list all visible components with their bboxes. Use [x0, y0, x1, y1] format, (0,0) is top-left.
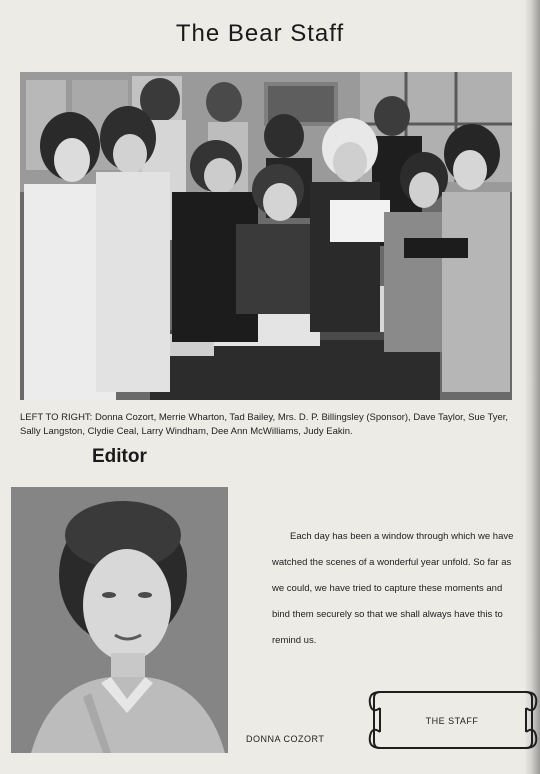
message-line: remind us.	[272, 635, 317, 646]
message-line: we could, we have tried to capture these moments and	[272, 583, 503, 594]
page-binding-shadow	[524, 0, 540, 774]
message-line: Each day has been a window through which we have	[290, 531, 514, 542]
signature-scroll	[366, 686, 538, 754]
editor-heading: Editor	[92, 446, 147, 467]
editor-name: DONNA COZORT	[246, 734, 325, 744]
page-title: The Bear Staff	[175, 20, 345, 47]
staff-message	[272, 524, 530, 654]
editor-portrait-photo	[11, 487, 228, 753]
staff-group-photo	[20, 72, 512, 400]
message-line: bind them securely so that we shall always have this to	[272, 609, 503, 620]
message-line: watched the scenes of a wonderful year unfold. So far as	[272, 557, 512, 568]
group-photo-caption: LEFT TO RIGHT: Donna Cozort, Merrie Wharton, Tad Bailey, Mrs. D. P. Billingsley (Sponsor), Dave Taylor, Sue Tyer, Sally Langston, Clydie Ceal, Larry Windham, Dee Ann McWilliams, Judy Eakin.	[20, 412, 509, 437]
signature-label: THE STAFF	[425, 716, 479, 726]
